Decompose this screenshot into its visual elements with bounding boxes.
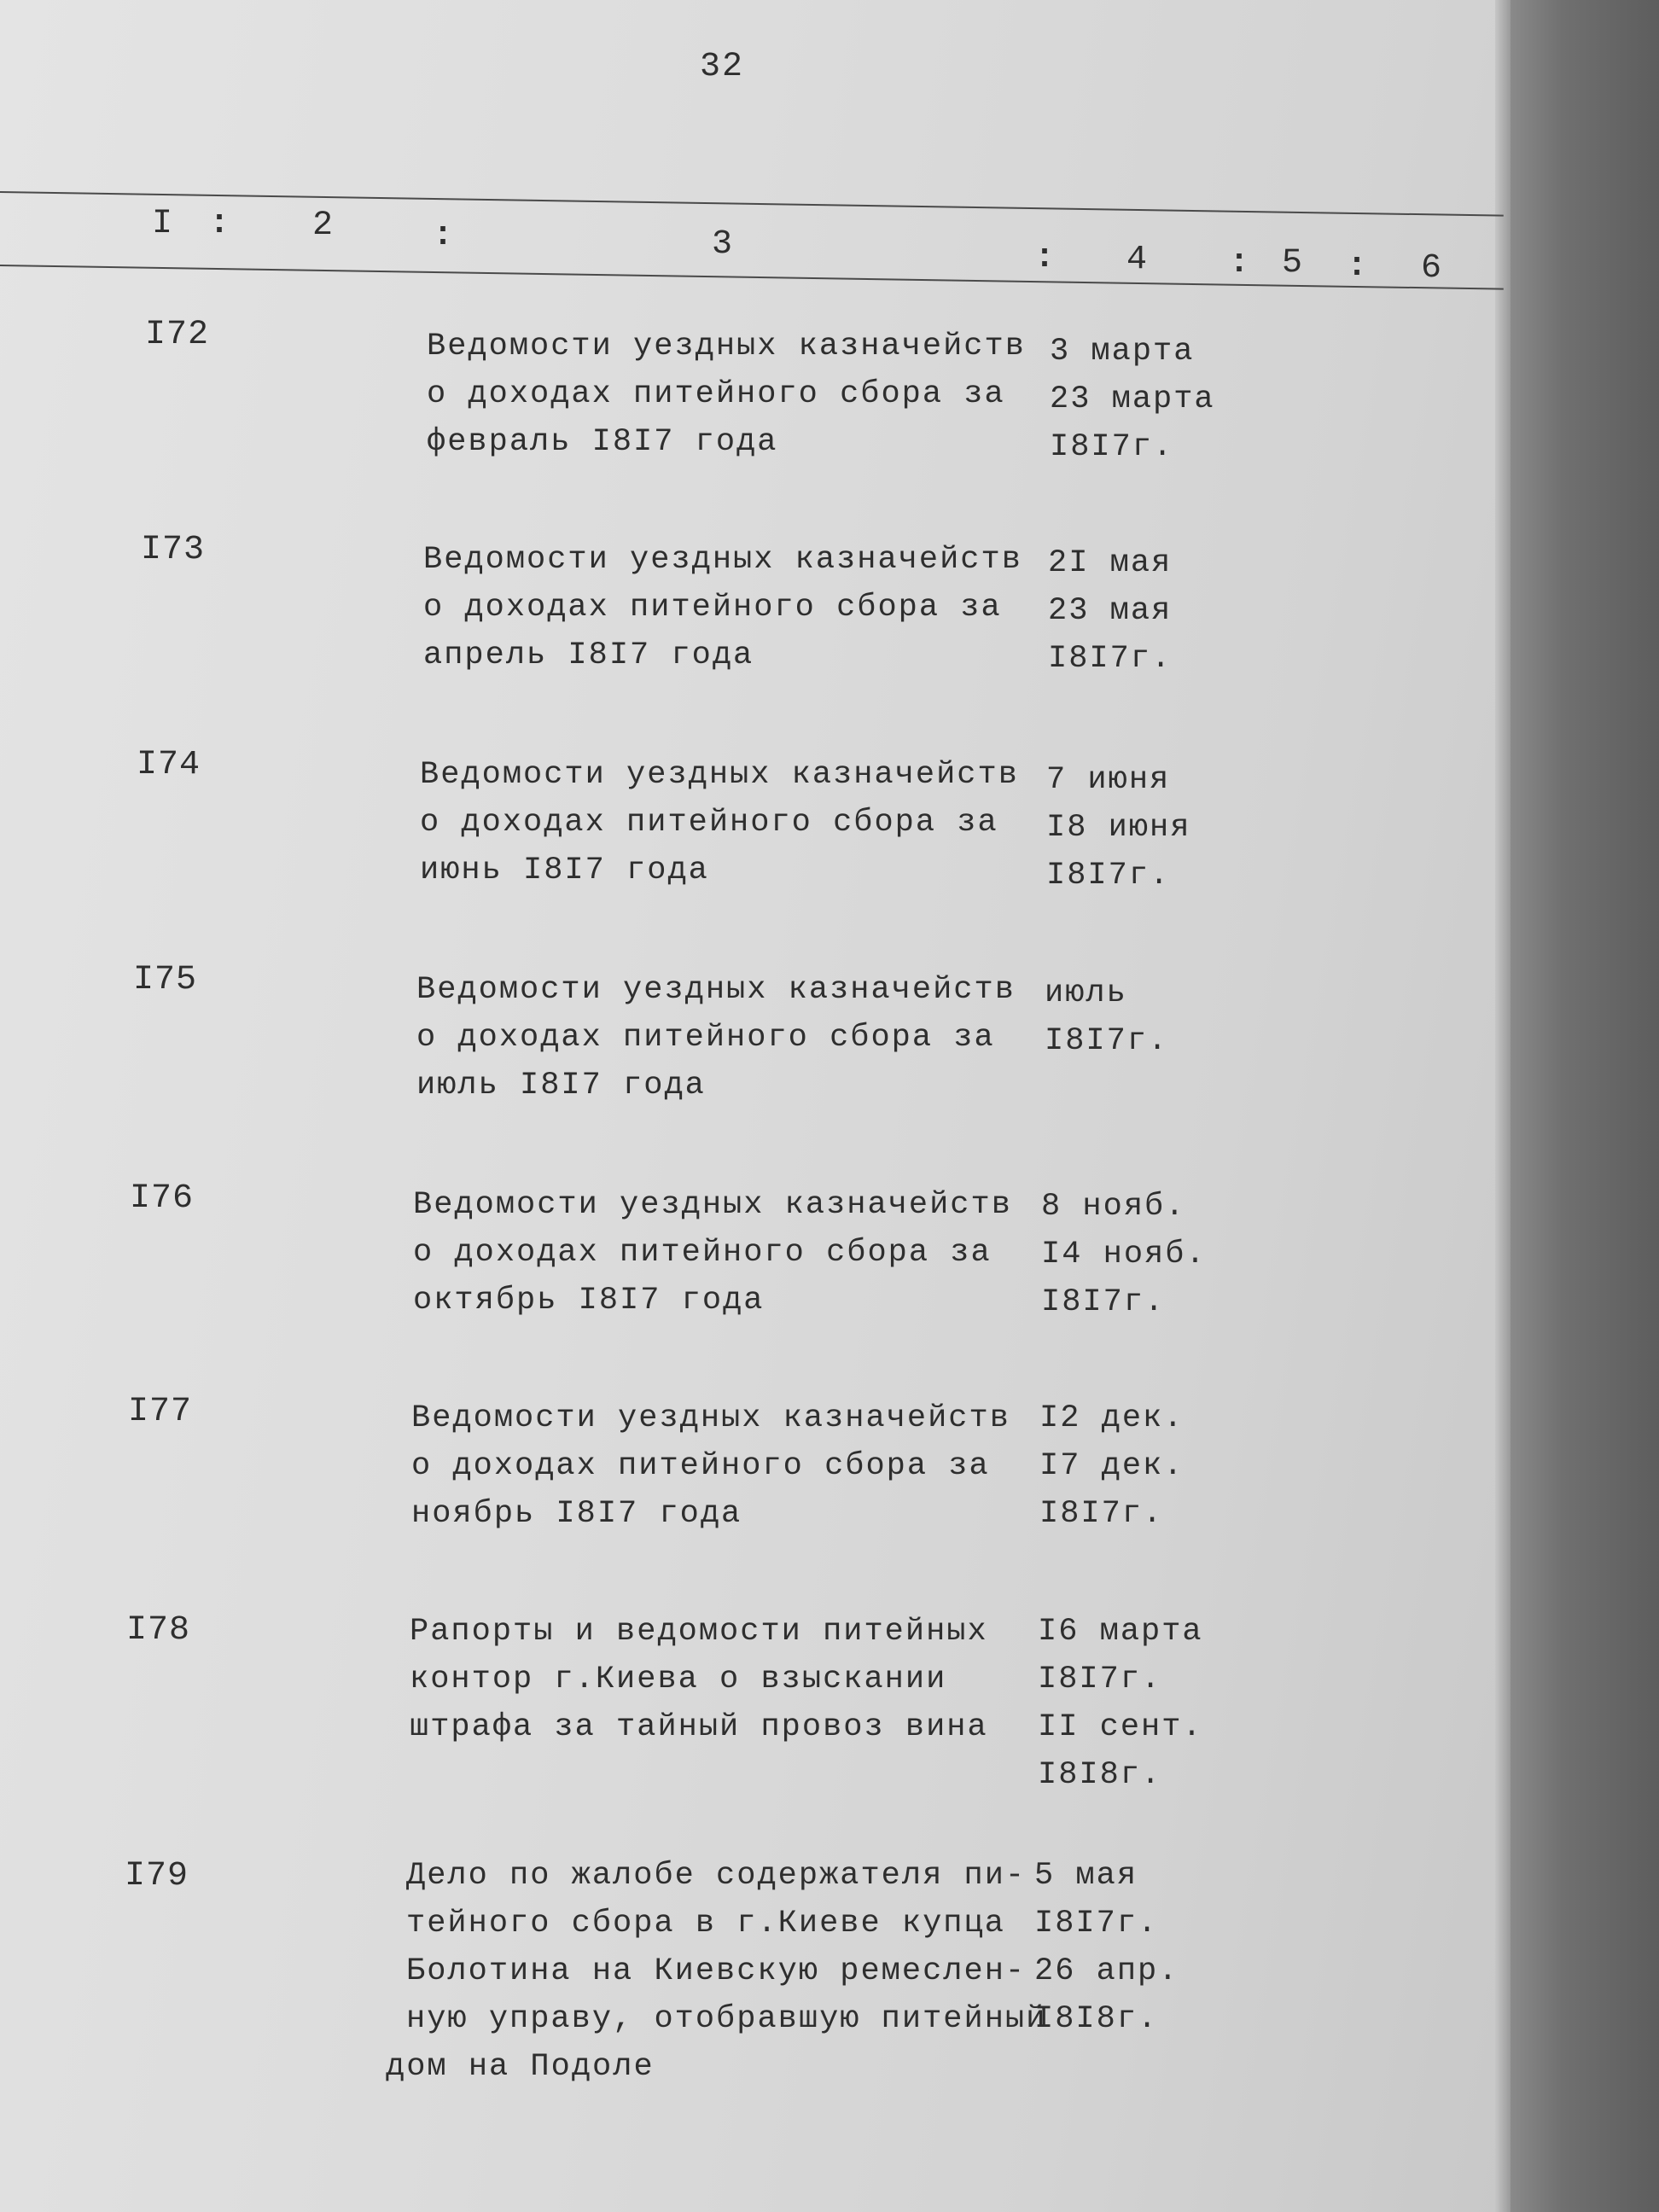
record-title-line: Дело по жалобе содержателя пи- [406,1858,1027,1894]
record-title [411,1394,1010,1538]
record-title-line: июнь I8I7 года [420,853,709,888]
record-title-line: Болотина на Киевскую ремеслен- [406,1953,1027,1989]
record-title-line: штрафа за тайный провоз вина [410,1709,988,1745]
record-date-line: I8I7г. [1041,1284,1166,1320]
column-header-5: 5 [1282,244,1303,282]
record-title-line: о доходах питейного сбора за [413,1235,992,1271]
record-date-line: 8 нояб. [1041,1189,1186,1225]
column-header-3: 3 [712,225,733,264]
record-title-line: о доходах питейного сбора за [423,590,1002,626]
page-edge [1495,0,1511,2212]
record-title-line: тейного сбора в г.Киеве купца [406,1906,1005,1941]
record-title-line: Ведомости уездных казначейств [423,542,1022,578]
record-date-line: I8I7г. [1048,641,1173,677]
record-dates [1045,969,1168,1065]
record-number: I77 [128,1393,193,1431]
record-title [386,1852,1047,2091]
record-number: I79 [125,1857,189,1895]
record-date-line: II сент. [1038,1709,1203,1745]
record-date-line: I7 дек. [1039,1448,1185,1484]
record-dates [1046,756,1190,899]
record-dates [1039,1394,1184,1538]
record-date-line: 23 марта [1050,381,1215,417]
record-title-line: ную управу, отобравшую питейный [406,2001,1047,2037]
record-title-line: июль I8I7 года [416,1068,706,1103]
record-title [420,751,1019,894]
column-separator: : [1229,244,1250,282]
record-date-line: I8 июня [1046,810,1191,846]
column-header-4: 4 [1126,241,1148,279]
background-edge [1511,0,1659,2212]
record-date-line: I8I7г. [1050,429,1174,465]
record-title-line: октябрь I8I7 года [413,1283,765,1318]
record-date-line: 23 мая [1048,593,1173,629]
record-date-line: 26 апр. [1034,1953,1179,1989]
column-header-2: 2 [312,207,334,245]
column-separator: : [1034,239,1056,277]
record-date-line: июль [1045,975,1127,1011]
record-title-line: ноябрь I8I7 года [411,1496,742,1532]
record-title-line: Ведомости уездных казначейств [413,1187,1012,1223]
record-title [413,1181,1012,1324]
record-number: I74 [137,746,201,784]
record-date-line: 3 марта [1050,334,1195,370]
record-title-line: Рапорты и ведомости питейных [410,1614,988,1650]
record-dates [1034,1852,1179,2043]
record-number: I75 [133,961,198,999]
record-title-line: о доходах питейного сбора за [411,1448,990,1484]
record-dates [1041,1183,1207,1326]
record-date-line: 7 июня [1046,762,1171,798]
record-date-line: I8I7г. [1046,858,1171,894]
record-date-line: I8I8г. [1038,1757,1162,1793]
record-title-line: о доходах питейного сбора за [427,376,1005,412]
record-title-line: апрель I8I7 года [423,637,754,673]
record-title [416,966,1016,1109]
record-date-line: I8I7г. [1034,1906,1159,1941]
record-title [427,323,1026,466]
column-separator: : [433,217,454,255]
record-title-line: февраль I8I7 года [427,424,778,460]
record-dates [1048,539,1172,683]
record-title-line: Ведомости уездных казначейств [416,972,1016,1008]
record-title-line: дом на Подоле [386,2049,655,2085]
page-number: 32 [700,48,745,86]
header-rule-bottom [0,265,1504,290]
record-number: I78 [126,1611,191,1650]
record-date-line: I8I7г. [1039,1496,1164,1532]
record-dates [1050,328,1215,471]
record-date-line: I8I8г. [1034,2001,1159,2037]
record-title-line: Ведомости уездных казначейств [411,1400,1010,1436]
column-header-1: I [152,205,173,243]
record-title [410,1608,988,1751]
record-date-line: I8I7г. [1045,1023,1169,1059]
record-date-line: I2 дек. [1039,1400,1185,1436]
record-title-line: о доходах питейного сбора за [420,805,998,841]
record-date-line: I4 нояб. [1041,1237,1207,1272]
record-date-line: I6 марта [1038,1614,1203,1650]
record-date-line: I8I7г. [1038,1662,1162,1697]
record-title-line: Ведомости уездных казначейств [420,757,1019,793]
record-title-line: контор г.Киева о взыскании [410,1662,947,1697]
record-title-line: Ведомости уездных казначейств [427,329,1026,364]
column-separator: : [1347,247,1368,286]
record-title [423,536,1022,679]
record-number: I72 [145,316,210,354]
record-number: I73 [141,531,206,569]
column-separator: : [209,205,230,243]
record-date-line: 2I мая [1048,545,1173,581]
record-number: I76 [130,1179,195,1218]
column-header-6: 6 [1421,249,1442,288]
record-dates [1038,1608,1203,1799]
record-date-line: 5 мая [1034,1858,1138,1894]
record-title-line: о доходах питейного сбора за [416,1020,995,1056]
